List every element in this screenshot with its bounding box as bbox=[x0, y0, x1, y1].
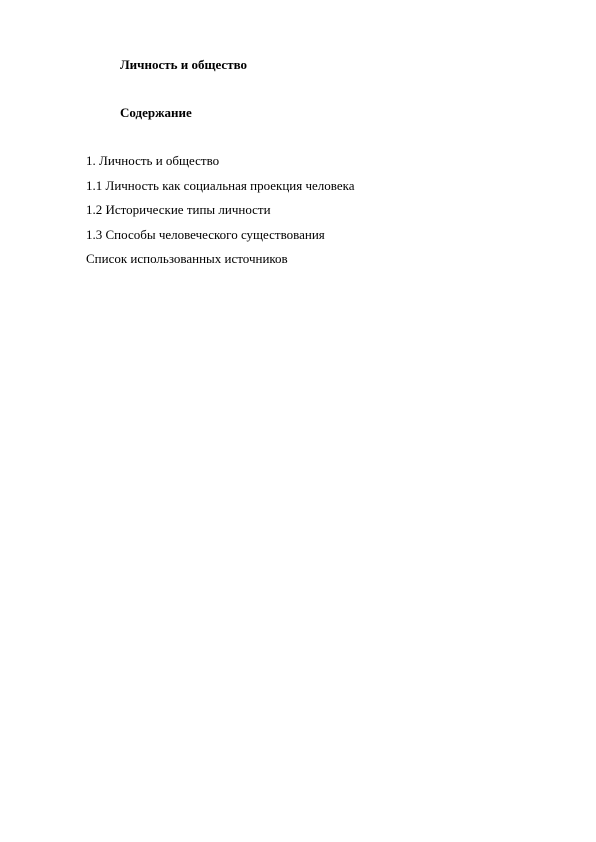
toc-heading: Содержание bbox=[120, 105, 192, 120]
toc-item: Список использованных источников bbox=[86, 251, 288, 266]
toc-item: 1. Личность и общество bbox=[86, 153, 220, 168]
document-title: Личность и общество bbox=[120, 57, 248, 72]
table-of-contents bbox=[86, 153, 354, 276]
toc-item: 1.1 Личность как социальная проекция человека bbox=[86, 177, 355, 193]
toc-item: 1.3 Способы человеческого существования bbox=[86, 226, 325, 242]
toc-item: 1.2 Исторические типы личности bbox=[86, 202, 271, 217]
